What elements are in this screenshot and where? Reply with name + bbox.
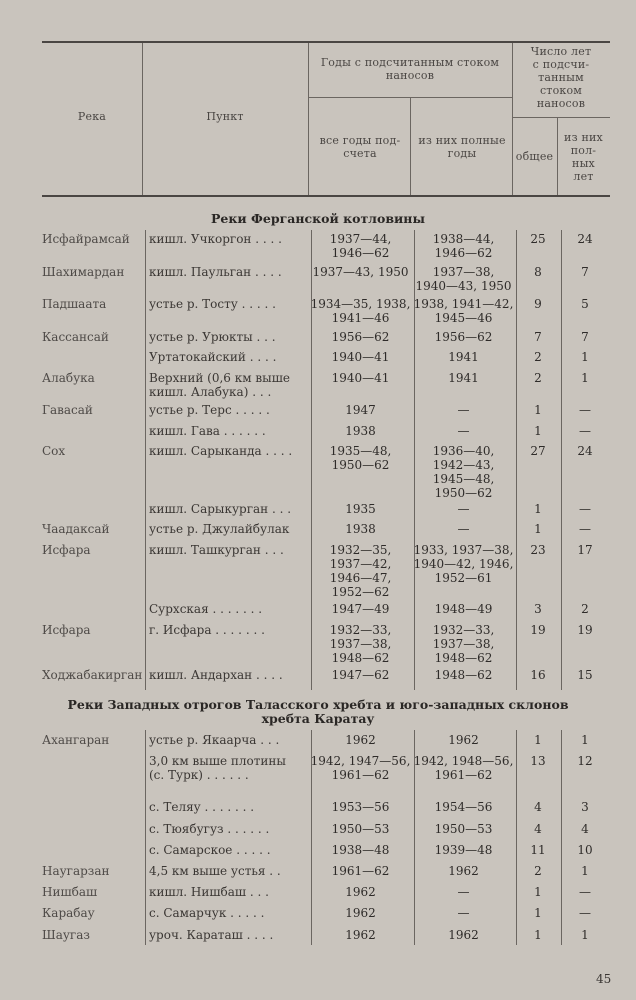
cell-point: Уртатокайский . . . . (149, 350, 277, 364)
body-vline-5b (561, 730, 562, 945)
cell-count-full: 1 (581, 864, 589, 878)
cell-years-full: 1936—40, 1942—43, 1945—48, 1950—62 (432, 444, 495, 500)
cell-count-total: 1 (534, 522, 542, 536)
header-count-group: Число лет с подсчи- танным стоком наносов (530, 45, 592, 110)
cell-point: кишл. Сарыкурган . . . (149, 502, 292, 516)
cell-years-full: — (457, 403, 470, 417)
cell-point: уроч. Караташ . . . . (149, 928, 274, 942)
cell-count-total: 23 (530, 543, 546, 557)
cell-river: Исфара (42, 543, 91, 557)
cell-years-full: 1962 (448, 928, 479, 942)
cell-years-all: 1937—44, 1946—62 (329, 232, 392, 260)
cell-count-total: 11 (530, 843, 546, 857)
cell-point: кишл. Андархан . . . . (149, 668, 283, 682)
cell-years-full: — (457, 885, 470, 899)
cell-years-full: 1956—62 (434, 330, 493, 344)
section-heading-talas: Реки Западных отрогов Таласского хребта и юго-западных склонов хребта Каратау (67, 697, 569, 726)
cell-years-all: 1950—53 (331, 822, 390, 836)
cell-count-total: 2 (534, 350, 542, 364)
cell-point: устье р. Джулайбулак (149, 522, 290, 536)
cell-river: Шахимардан (42, 265, 125, 279)
cell-river: Ходжабакирган (42, 668, 143, 682)
cell-point: кишл. Сарыканда . . . . (149, 444, 293, 458)
cell-count-full: 1 (581, 928, 589, 942)
cell-count-full: 1 (581, 350, 589, 364)
cell-count-full: 7 (581, 330, 589, 344)
cell-years-all: 1962 (345, 885, 376, 899)
cell-years-full: 1962 (448, 733, 479, 747)
cell-years-all: 1932—33, 1937—38, 1948—62 (329, 623, 392, 665)
cell-river: Алабука (42, 371, 95, 385)
cell-count-total: 4 (534, 800, 542, 814)
cell-years-full: 1937—38, 1940—43, 1950 (415, 265, 512, 293)
cell-river: Сох (42, 444, 66, 458)
cell-years-full: — (457, 502, 470, 516)
cell-count-full: — (579, 424, 591, 438)
cell-count-full: 5 (581, 297, 589, 311)
cell-count-total: 13 (530, 754, 546, 768)
cell-years-full: 1932—33, 1937—38, 1948—62 (432, 623, 495, 665)
cell-point: с. Теляу . . . . . . . (149, 800, 255, 814)
cell-years-all: 1940—41 (331, 371, 390, 385)
cell-count-total: 1 (534, 928, 542, 942)
cell-count-full: 2 (581, 602, 589, 616)
header-river: Река (77, 110, 107, 123)
body-vline-1b (145, 730, 146, 945)
cell-years-all: 1942, 1947—56, 1961—62 (310, 754, 411, 782)
cell-count-total: 27 (530, 444, 546, 458)
cell-years-full: 1948—62 (434, 668, 493, 682)
cell-count-full: — (579, 522, 591, 536)
cell-count-full: 17 (577, 543, 593, 557)
cell-point: кишл. Гава . . . . . . (149, 424, 266, 438)
cell-count-full: 7 (581, 265, 589, 279)
cell-years-all: 1962 (345, 928, 376, 942)
header-bottom-rule (42, 195, 610, 197)
cell-years-all: 1953—56 (331, 800, 390, 814)
cell-count-full: 1 (581, 371, 589, 385)
cell-river: Наугарзан (42, 864, 110, 878)
cell-count-full: — (579, 403, 591, 417)
cell-years-all: 1938 (345, 424, 376, 438)
header-count-total: общее (515, 150, 554, 163)
section-heading-fergana: Реки Ферганской котловины (211, 211, 425, 226)
cell-count-total: 2 (534, 371, 542, 385)
cell-years-all: 1935—48, 1950—62 (329, 444, 392, 472)
header-years-all: все годы под- счета (319, 134, 401, 160)
cell-years-full: 1950—53 (434, 822, 493, 836)
cell-count-full: — (579, 906, 591, 920)
cell-point: устье р. Тосту . . . . . (149, 297, 276, 311)
cell-count-full: 19 (577, 623, 593, 637)
cell-count-full: 24 (577, 232, 593, 246)
cell-river: Карабау (42, 906, 95, 920)
cell-river: Шаугаз (42, 928, 90, 942)
cell-count-full: 15 (577, 668, 593, 682)
cell-count-total: 25 (530, 232, 546, 246)
cell-count-total: 1 (534, 906, 542, 920)
cell-river: Падшаата (42, 297, 107, 311)
cell-years-all: 1938—48 (331, 843, 390, 857)
cell-point: устье р. Терс . . . . . (149, 403, 270, 417)
cell-point: г. Исфара . . . . . . . (149, 623, 265, 637)
cell-count-full: — (579, 502, 591, 516)
cell-point: кишл. Паульган . . . . (149, 265, 282, 279)
cell-years-full: 1938, 1941—42, 1945—46 (413, 297, 514, 325)
cell-count-full: 10 (577, 843, 593, 857)
cell-river: Исфара (42, 623, 91, 637)
cell-point: 4,5 км выше устья . . (149, 864, 281, 878)
cell-years-full: — (457, 906, 470, 920)
cell-point: кишл. Ташкурган . . . (149, 543, 284, 557)
header-point: Пункт (206, 110, 244, 123)
cell-years-all: 1938 (345, 522, 376, 536)
body-vline-5a (561, 230, 562, 690)
page-number: 45 (596, 972, 612, 986)
cell-years-all: 1956—62 (331, 330, 390, 344)
cell-count-total: 2 (534, 864, 542, 878)
cell-count-full: — (579, 885, 591, 899)
cell-river: Гавасай (42, 403, 93, 417)
cell-count-total: 19 (530, 623, 546, 637)
cell-years-all: 1962 (345, 906, 376, 920)
cell-years-full: — (457, 424, 470, 438)
cell-river: Кассансай (42, 330, 109, 344)
cell-count-total: 1 (534, 424, 542, 438)
cell-years-all: 1947 (345, 403, 376, 417)
cell-river: Ахангаран (42, 733, 110, 747)
cell-years-all: 1961—62 (331, 864, 390, 878)
cell-count-total: 16 (530, 668, 546, 682)
cell-count-total: 1 (534, 885, 542, 899)
cell-years-all: 1947—62 (331, 668, 390, 682)
cell-river: Чаадаксай (42, 522, 110, 536)
cell-years-full: 1942, 1948—56, 1961—62 (413, 754, 514, 782)
cell-years-full: 1962 (448, 864, 479, 878)
cell-years-all: 1935 (345, 502, 376, 516)
header-vline-3 (410, 97, 411, 195)
table-top-rule (42, 41, 610, 43)
cell-years-full: 1933, 1937—38, 1940—42, 1946, 1952—61 (413, 543, 514, 585)
cell-point: с. Самарчук . . . . . (149, 906, 265, 920)
cell-count-total: 9 (534, 297, 542, 311)
cell-years-all: 1962 (345, 733, 376, 747)
cell-point: 3,0 км выше плотины (с. Турк) . . . . . . (149, 754, 286, 782)
cell-point: с. Тюябугуз . . . . . . (149, 822, 270, 836)
cell-count-full: 12 (577, 754, 593, 768)
cell-years-all: 1940—41 (331, 350, 390, 364)
body-vline-4b (516, 730, 517, 945)
count-group-divider (512, 117, 610, 118)
cell-count-total: 8 (534, 265, 542, 279)
cell-point: устье р. Якаарча . . . (149, 733, 280, 747)
cell-point: Верхний (0,6 км выше кишл. Алабука) . . . (149, 371, 290, 399)
cell-years-all: 1932—35, 1937—42, 1946—47, 1952—62 (329, 543, 392, 599)
cell-count-total: 7 (534, 330, 542, 344)
cell-count-total: 3 (534, 602, 542, 616)
cell-point: Сурхская . . . . . . . (149, 602, 263, 616)
cell-river: Исфайрамсай (42, 232, 130, 246)
header-years-full: из них полные годы (418, 134, 506, 160)
cell-years-full: 1948—49 (434, 602, 493, 616)
cell-years-full: 1941 (448, 350, 479, 364)
cell-count-full: 24 (577, 444, 593, 458)
body-vline-4a (516, 230, 517, 690)
cell-point: с. Самарское . . . . . (149, 843, 271, 857)
cell-count-total: 1 (534, 403, 542, 417)
cell-years-full: 1938—44, 1946—62 (432, 232, 495, 260)
cell-count-total: 1 (534, 733, 542, 747)
cell-years-full: 1939—48 (434, 843, 493, 857)
body-vline-1a (145, 230, 146, 690)
cell-point: кишл. Учкоргон . . . . (149, 232, 282, 246)
cell-count-total: 4 (534, 822, 542, 836)
cell-years-full: 1941 (448, 371, 479, 385)
cell-count-full: 4 (581, 822, 589, 836)
cell-river: Нишбаш (42, 885, 98, 899)
header-count-full: из них пол- ных лет (564, 131, 603, 183)
cell-years-all: 1947—49 (331, 602, 390, 616)
cell-point: устье р. Урюкты . . . (149, 330, 276, 344)
cell-count-full: 1 (581, 733, 589, 747)
header-vline-2 (308, 43, 309, 195)
cell-point: кишл. Нишбаш . . . (149, 885, 269, 899)
cell-count-total: 1 (534, 502, 542, 516)
cell-years-full: 1954—56 (434, 800, 493, 814)
cell-count-full: 3 (581, 800, 589, 814)
cell-years-all: 1934—35, 1938, 1941—46 (310, 297, 411, 325)
cell-years-full: — (457, 522, 470, 536)
cell-years-all: 1937—43, 1950 (312, 265, 409, 279)
header-years-group: Годы с подсчитанным стоком наносов (320, 56, 500, 82)
